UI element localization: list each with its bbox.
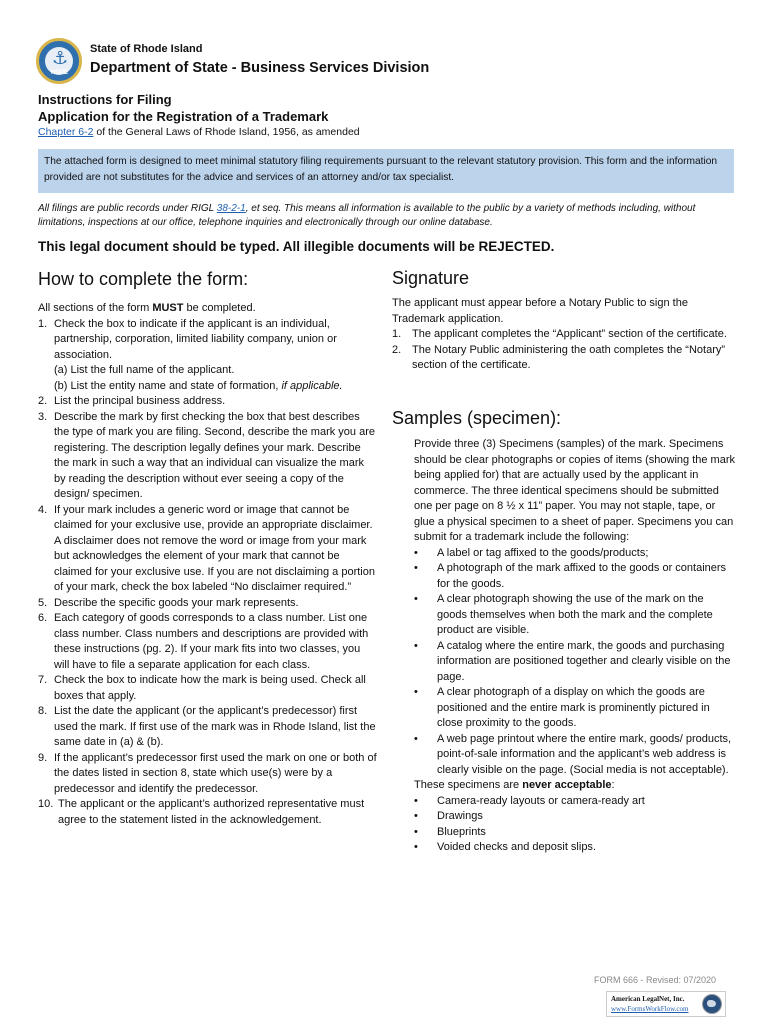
list-item: 4. If your mark includes a generic word or image that cannot be claimed for your exclusive use, provide an appropriate disclaimer. A disclaimer does not remove the word or image from your mark but acknowledges the element of your mark that cannot be claimed for your exclusive use. If you are not disclaiming a portion of your mark, check the box labeled “No disclaimer required.” bbox=[38, 503, 375, 593]
legalnet-name: American LegalNet, Inc. bbox=[611, 995, 685, 1003]
rigl-link[interactable]: 38-2-1 bbox=[216, 203, 246, 214]
list-item: • Drawings bbox=[414, 810, 483, 822]
list-item: • Camera-ready layouts or camera-ready art bbox=[414, 794, 645, 807]
signature-heading: Signature bbox=[392, 268, 470, 288]
list-item: 10. The applicant or the applicant’s authorized representative must agree to the statement listed in the acknowledgement. bbox=[38, 798, 365, 826]
list-item: • Voided checks and deposit slips. bbox=[414, 841, 596, 853]
list-item: 2. The Notary Public administering the oath completes the “Notary” section of the certificate. bbox=[392, 343, 726, 371]
anchor-icon: ⚓ bbox=[52, 48, 69, 69]
state-name: State of Rhode Island bbox=[90, 43, 203, 55]
list-item: 5. Describe the specific goods your mark represents. bbox=[38, 596, 299, 609]
typed-warning: This legal document should be typed. All illegible documents will be REJECTED. bbox=[38, 239, 555, 254]
list-item: 3. Describe the mark by first checking the box that best describes the type of mark you are filing. Second, describe the mark you are registering. The description legally defines your mark. Describe the mark in such a way that an individual can visualize the mark by reading the description without ever seeing a copy of the design/ specimen. bbox=[38, 410, 375, 500]
sub-item-b: (b) List the entity name and state of formation, if applicable. bbox=[54, 379, 343, 392]
how-intro: All sections of the form MUST be completed. bbox=[38, 302, 256, 314]
list-item: 7. Check the box to indicate how the mark is being used. Check all boxes that apply. bbox=[38, 674, 366, 702]
signature-section bbox=[392, 296, 737, 374]
legalnet-badge bbox=[606, 991, 726, 1017]
public-records-text-1: All filings are public records under RIGL bbox=[38, 203, 217, 214]
chapter-reference bbox=[38, 126, 360, 138]
chapter-reference-text: of the General Laws of Rhode Island, 1956, as amended bbox=[93, 126, 360, 138]
list-item: • Blueprints bbox=[414, 825, 486, 838]
signature-intro: The applicant must appear before a Notary Public to sign the Trademark application. bbox=[392, 297, 688, 325]
list-item: 9. If the applicant’s predecessor first used the mark on one or both of the dates listed in section 8, state which use(s) were by a predecessor and identify the predecessor. bbox=[38, 751, 377, 795]
list-item: • A catalog where the entire mark, the goods and purchasing information are positioned together and clearly visible on the page. bbox=[414, 639, 731, 683]
how-to-heading: How to complete the form: bbox=[38, 269, 249, 289]
form-revision: FORM 666 - Revised: 07/2020 bbox=[594, 975, 717, 985]
legalnet-link[interactable]: www.FormsWorkFlow.com bbox=[611, 1005, 689, 1013]
list-item: 1. The applicant completes the “Applicant” section of the certificate. bbox=[392, 328, 727, 340]
disclaimer-notice: The attached form is designed to meet minimal statutory filing requirements pursuant to the relevant statutory provision. This form and the information provided are not substitutes for the advice and services of an attorney and/or tax specialist. bbox=[38, 149, 734, 193]
samples-heading: Samples (specimen): bbox=[392, 408, 562, 428]
public-records-text-2: , et seq. This means all information is available to the public by a variety of methods including, without limitations, inspections at our office, telephone inquiries and electronically through our online database. bbox=[38, 203, 696, 228]
list-item: • A web page printout where the entire mark, goods/ products, point-of-sale information and the applicant’s web address is clearly visible on the page. (Social media is not acceptable). bbox=[414, 732, 732, 776]
list-item: • A clear photograph showing the use of the mark on the goods themselves when both the mark and the complete product are visible. bbox=[414, 593, 713, 636]
list-item: • A label or tag affixed to the goods/products; bbox=[414, 546, 649, 559]
instructions-title-line2: Application for the Registration of a Trademark bbox=[38, 109, 329, 124]
globe-icon bbox=[702, 994, 722, 1014]
sub-item-a: (a) List the full name of the applicant. bbox=[54, 364, 235, 376]
list-item: 8. List the date the applicant (or the applicant’s predecessor) first used the mark. If first use of the mark was in Rhode Island, list the same date in (a) & (b). bbox=[38, 705, 376, 748]
seal-text: HOPE bbox=[51, 70, 69, 76]
list-item: 2. List the principal business address. bbox=[38, 395, 226, 407]
state-seal-logo bbox=[36, 38, 82, 84]
list-item: • A clear photograph of a display on which the goods are positioned and the entire mark is prominently pictured in close proximity to the goods. bbox=[414, 686, 710, 729]
how-to-section bbox=[38, 301, 378, 828]
samples-section bbox=[414, 437, 736, 856]
public-records-notice bbox=[38, 202, 738, 230]
list-item: • A photograph of the mark affixed to the goods or containers for the goods. bbox=[414, 562, 727, 590]
samples-intro: Provide three (3) Specimens (samples) of the mark. Specimens should be clear photographs or copies of items (showing the mark being applied for) that are actually used by the applicant in commerce. The three identical specimens should be submitted one per page on 8 ½ x 11” paper. You may not staple, tape, or glue a physical specimen to a sheet of paper. Specimens you can submit for a trademark include the following: bbox=[414, 438, 736, 543]
never-acceptable-intro: These specimens are never acceptable: bbox=[414, 779, 615, 791]
list-item: 6. Each category of goods corresponds to a class number. List one class number. Class numbers and descriptions are provided with these instructions (pg. 2). If your mark fits into two classes, you will have to file a separate application for each class. bbox=[38, 612, 369, 671]
instructions-title-line1: Instructions for Filing bbox=[38, 92, 172, 107]
list-item: 1. Check the box to indicate if the applicant is an individual, partnership, corporation, limited liability company, union or association. (a) List the full name of the applicant. (b) List the entity name and state of formation, if applicable. bbox=[38, 317, 343, 392]
department-title: Department of State - Business Services Division bbox=[90, 60, 430, 76]
chapter-link[interactable]: Chapter 6-2 bbox=[38, 126, 94, 138]
